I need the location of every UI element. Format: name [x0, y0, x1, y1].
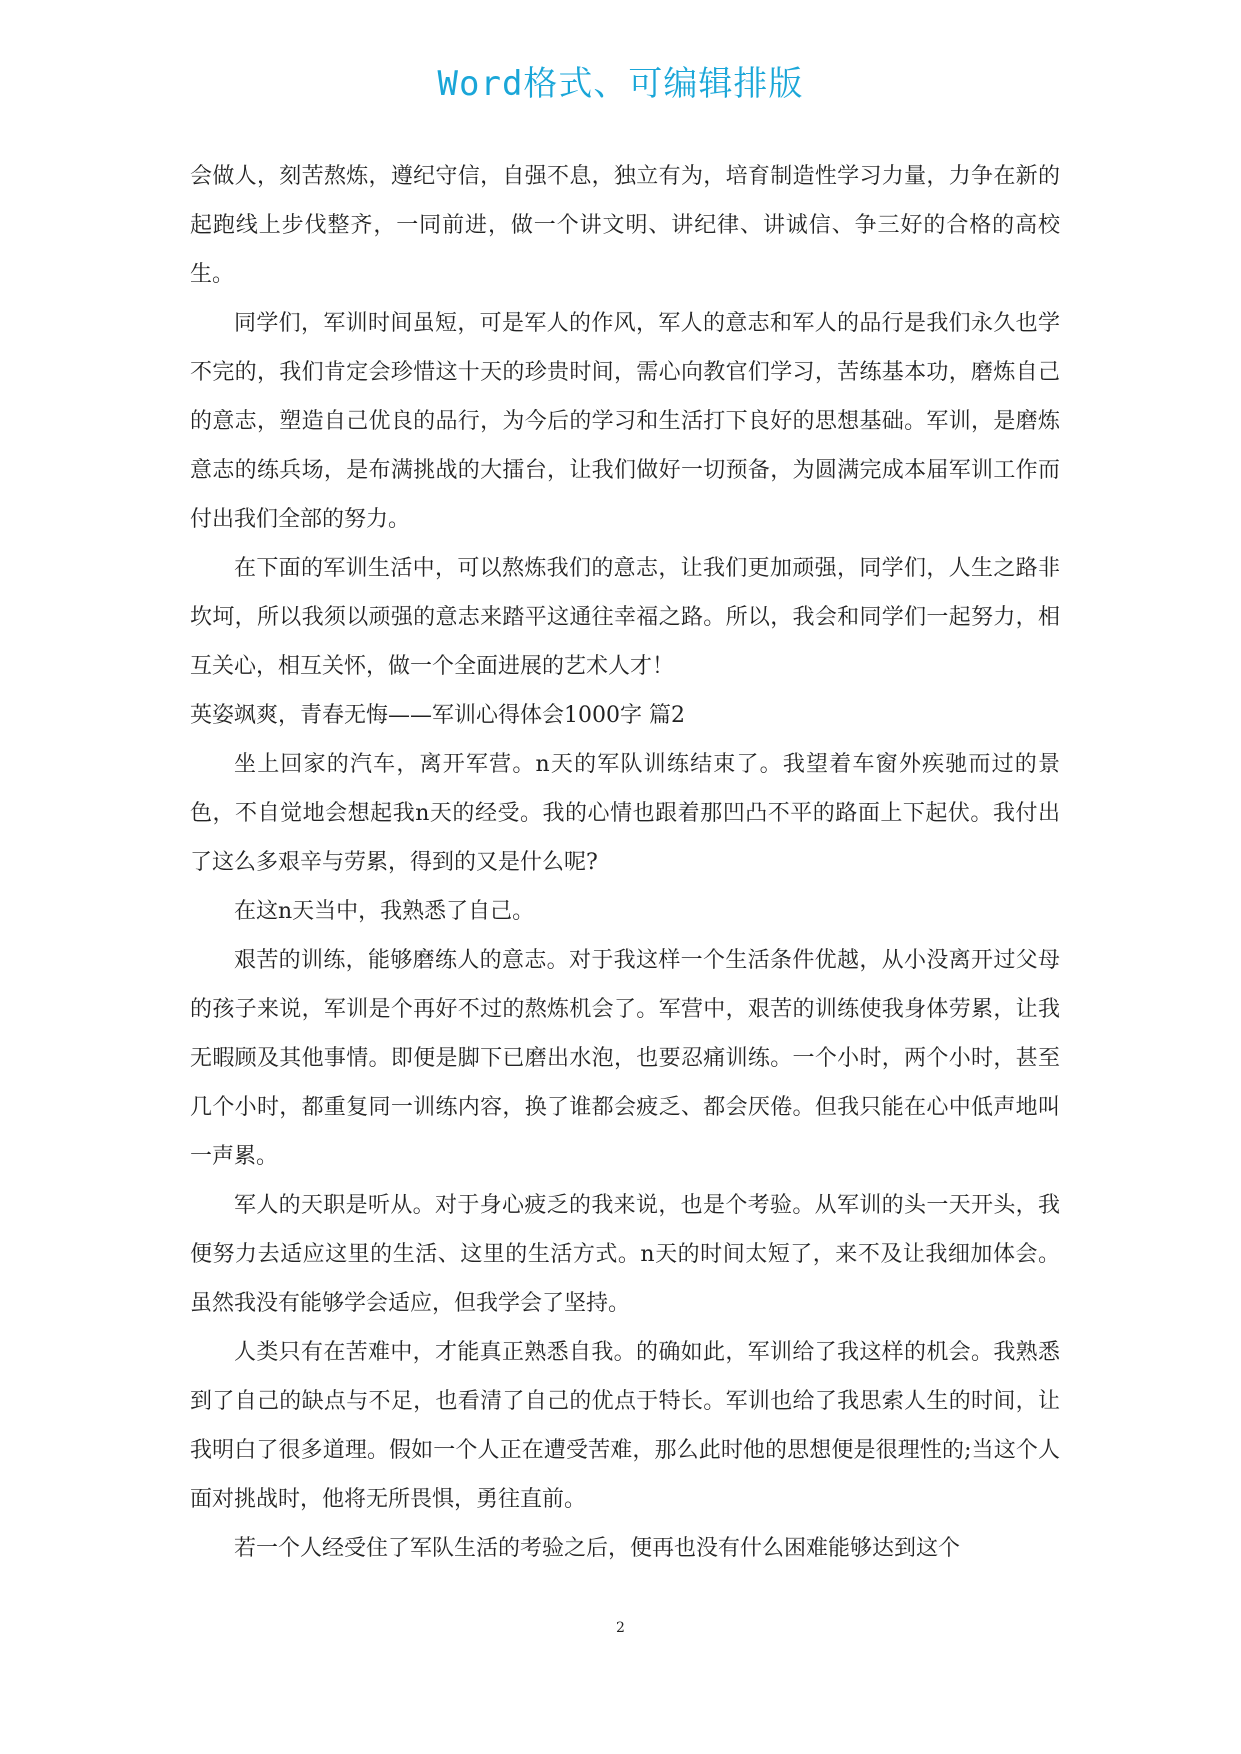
paragraph: 艰苦的训练，能够磨练人的意志。对于我这样一个生活条件优越，从小没离开过父母的孩子来说，军训是个再好不过的熬炼机会了。军营中，艰苦的训练使我身体劳累，让我无暇顾及其他事情。即便是脚下已磨出水泡，也要忍痛训练。一个小时，两个小时，甚至几个小时，都重复同一训练内容，换了谁都会疲乏、都会厌倦。但我只能在心中低声地叫一声累。 — [190, 948, 1060, 1169]
page-number: 2 — [616, 1620, 625, 1636]
paragraph: 军人的天职是听从。对于身心疲乏的我来说，也是个考验。从军训的头一天开头，我便努力去适应这里的生活、这里的生活方式。n天的时间太短了，来不及让我细加体会。虽然我没有能够学会适应，但我学会了坚持。 — [190, 1193, 1060, 1316]
paragraph: 人类只有在苦难中，才能真正熟悉自我。的确如此，军训给了我这样的机会。我熟悉到了自己的缺点与不足，也看清了自己的优点于特长。军训也给了我思索人生的时间，让我明白了很多道理。假如一个人正在遭受苦难，那么此时他的思想便是很理性的;当这个人面对挑战时，他将无所畏惧，勇往直前。 — [190, 1340, 1060, 1512]
paragraph-continuation: 会做人，刻苦熬炼，遵纪守信，自强不息，独立有为，培育制造性学习力量，力争在新的起跑线上步伐整齐，一同前进，做一个讲文明、讲纪律、讲诚信、争三好的合格的高校生。 — [190, 164, 1060, 287]
paragraph: 在下面的军训生活中，可以熬炼我们的意志，让我们更加顽强，同学们，人生之路非坎坷，所以我须以顽强的意志来踏平这通往幸福之路。所以，我会和同学们一起努力，相互关心，相互关怀，做一个全面进展的艺术人才！ — [190, 556, 1060, 679]
paragraph: 坐上回家的汽车，离开军营。n天的军队训练结束了。我望着车窗外疾驰而过的景色，不自觉地会想起我n天的经受。我的心情也跟着那凹凸不平的路面上下起伏。我付出了这么多艰辛与劳累，得到的又是什么呢? — [190, 752, 1060, 875]
document-body — [190, 152, 1060, 1573]
section-heading: 英姿飒爽，青春无悔——军训心得体会1000字 篇2 — [190, 703, 685, 728]
document-header-title: Word格式、可编辑排版 — [437, 64, 804, 104]
paragraph: 若一个人经受住了军队生活的考验之后，便再也没有什么困难能够达到这个 — [234, 1536, 961, 1561]
paragraph: 在这n天当中，我熟悉了自己。 — [234, 899, 535, 924]
paragraph: 同学们，军训时间虽短，可是军人的作风，军人的意志和军人的品行是我们永久也学不完的，我们肯定会珍惜这十天的珍贵时间，需心向教官们学习，苦练基本功，磨炼自己的意志，塑造自己优良的品行，为今后的学习和生活打下良好的思想基础。军训，是磨炼意志的练兵场，是布满挑战的大擂台，让我们做好一切预备，为圆满完成本届军训工作而付出我们全部的努力。 — [190, 311, 1060, 532]
